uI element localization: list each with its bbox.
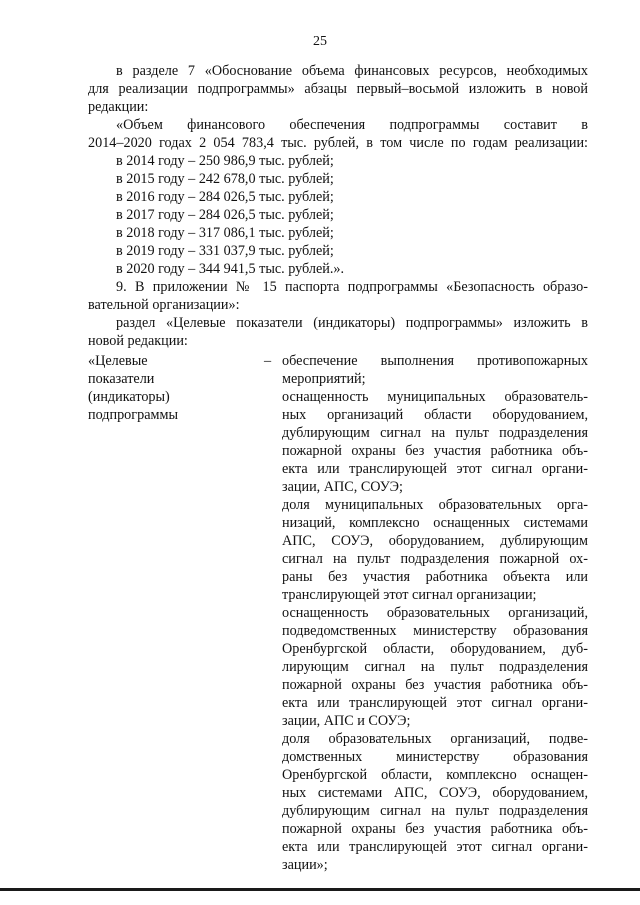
indicators-label-line-2: показатели [88,371,155,387]
indicator-line-21: зации, АПС и СОУЭ; [282,713,411,729]
indicator-line-5: дублирующим сигнал на пульт подразделения [282,425,588,441]
section-line-1: раздел «Целевые показатели (индикаторы) подпрограммы» изложить в [116,315,588,331]
bottom-rule [0,888,640,891]
indicator-line-10: низаций, комплексно оснащенных системами [282,515,588,531]
indicators-label-line-3: (индикаторы) [88,389,170,405]
indicator-line-23: домственных министерству образования [282,749,588,765]
funding-line-2: 2014–2020 годах 2 054 783,4 тыс. рублей, в том числе по годам реализации: [88,135,588,151]
page-number: 25 [313,34,327,49]
indicator-line-28: екта или транслирующей этот сигнал органи- [282,839,588,855]
year-line-2020: в 2020 году – 344 941,5 тыс. рублей.». [116,261,345,277]
indicators-label-line-4: подпрограммы [88,407,178,423]
indicator-line-24: Оренбургской области, комплексно оснащен- [282,767,588,783]
indicators-dash: – [264,353,272,369]
year-line-2014: в 2014 году – 250 986,9 тыс. рублей; [116,153,334,169]
indicator-line-7: екта или транслирующей этот сигнал органи- [282,461,588,477]
intro-line-3: редакции: [88,99,149,115]
indicator-line-1: обеспечение выполнения противопожарных [282,353,588,369]
indicator-line-4: ных организаций области оборудованием, [282,407,588,423]
indicator-line-29: зации»; [282,857,328,873]
indicator-line-12: сигнал на пульт подразделения пожарной ох- [282,551,588,567]
indicator-line-13: раны без участия работника объекта или [282,569,588,585]
indicator-line-15: оснащенность образовательных организаций, [282,605,588,621]
indicator-line-3: оснащенность муниципальных образователь- [282,389,588,405]
intro-line-1: в разделе 7 «Обоснование объема финансовых ресурсов, необходимых [116,63,588,79]
section-line-2: новой редакции: [88,333,188,349]
year-line-2017: в 2017 году – 284 026,5 тыс. рублей; [116,207,334,223]
indicators-label-line-1: «Целевые [88,353,148,369]
indicator-line-8: зации, АПС, СОУЭ; [282,479,403,495]
indicator-line-26: дублирующим сигнал на пульт подразделения [282,803,588,819]
indicator-line-22: доля образовательных организаций, подве- [282,731,588,747]
year-line-2018: в 2018 году – 317 086,1 тыс. рублей; [116,225,334,241]
year-line-2019: в 2019 году – 331 037,9 тыс. рублей; [116,243,334,259]
indicator-line-14: транслирующей этот сигнал организации; [282,587,537,603]
indicator-line-11: АПС, СОУЭ, оборудованием, дублирующим [282,533,588,549]
item9-line-1: 9. В приложении № 15 паспорта подпрограммы «Безопасность образо- [116,279,588,295]
indicator-line-17: Оренбургской области, оборудованием, дуб- [282,641,588,657]
item9-line-2: вательной организации»: [88,297,240,313]
indicator-line-18: лирующим сигнал на пульт подразделения [282,659,588,675]
indicator-line-9: доля муниципальных образовательных орга- [282,497,588,513]
indicator-line-27: пожарной охраны без участия работника объ- [282,821,588,837]
indicator-line-19: пожарной охраны без участия работника объ- [282,677,588,693]
indicator-line-16: подведомственных министерству образования [282,623,588,639]
indicator-line-6: пожарной охраны без участия работника объ- [282,443,588,459]
year-line-2016: в 2016 году – 284 026,5 тыс. рублей; [116,189,334,205]
indicator-line-2: мероприятий; [282,371,366,387]
indicator-line-20: екта или транслирующей этот сигнал органи- [282,695,588,711]
year-line-2015: в 2015 году – 242 678,0 тыс. рублей; [116,171,334,187]
intro-line-2: для реализации подпрограммы» абзацы первый–восьмой изложить в новой [88,81,588,97]
funding-line-1: «Объем финансового обеспечения подпрограммы составит в [116,117,588,133]
indicator-line-25: ных системами АПС, СОУЭ, оборудованием, [282,785,588,801]
